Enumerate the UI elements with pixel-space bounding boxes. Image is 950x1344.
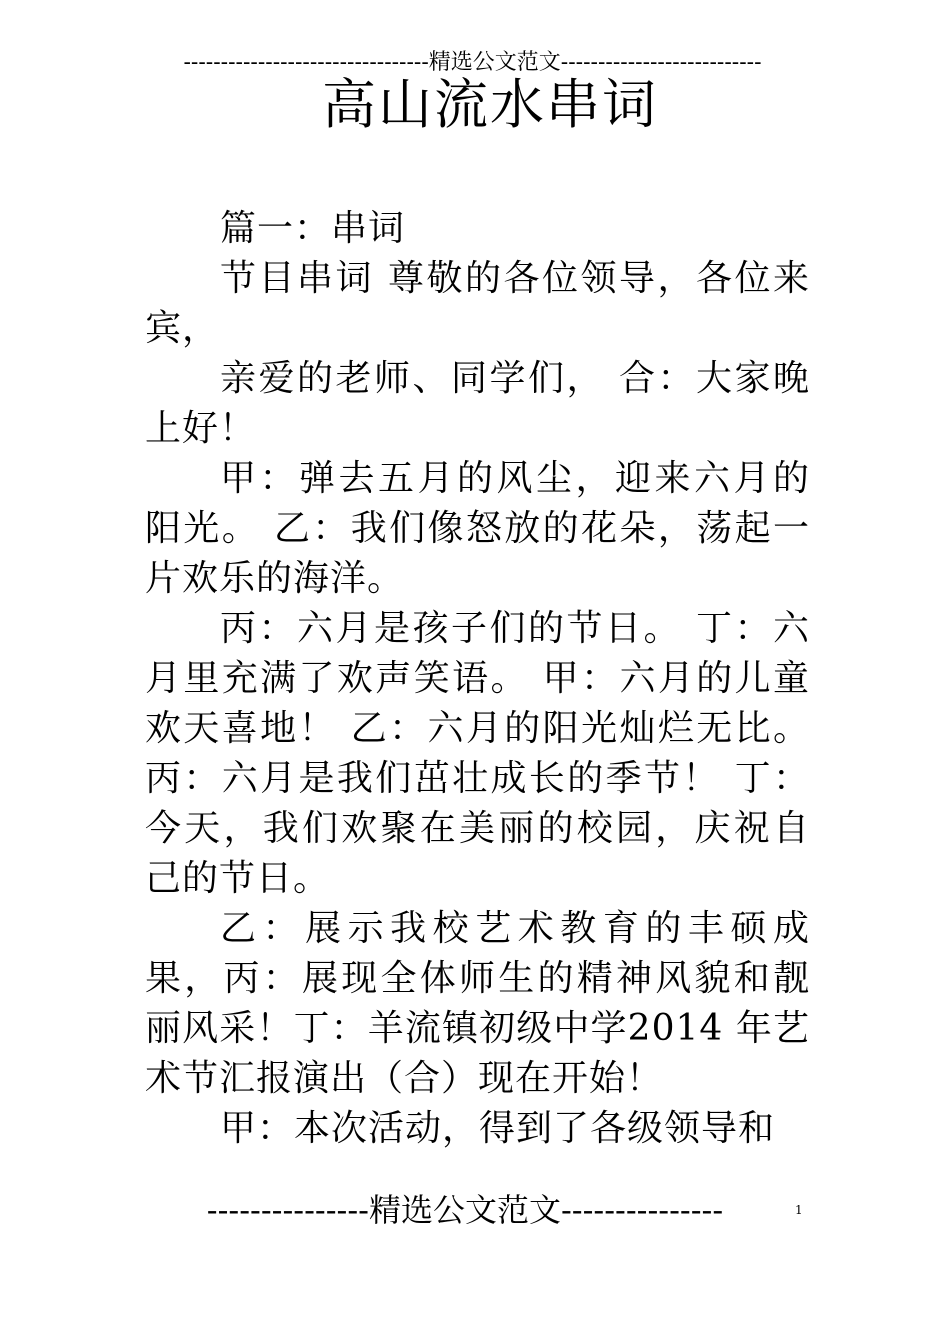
page-footer: ---------------精选公文范文--------------- xyxy=(206,1191,724,1229)
paragraph: 乙：展示我校艺术教育的丰硕成果，丙：展现全体师生的精神风貌和靓丽风采！丁：羊流镇初级中学2014 年艺术节汇报演出（合）现在开始！ xyxy=(145,908,810,1099)
page-number: 1 xyxy=(795,1203,803,1217)
paragraph: 节目串词 尊敬的各位领导，各位来宾， xyxy=(145,258,810,349)
document-title: 高山流水串词 xyxy=(322,73,658,136)
page-header: ---------------------------------精选公文范文--------------------------- xyxy=(183,50,762,75)
paragraph: 甲：本次活动，得到了各级领导和 xyxy=(220,1108,776,1149)
document-body xyxy=(145,204,810,1154)
paragraph: 篇一：串词 xyxy=(220,208,406,249)
paragraph: 丙：六月是孩子们的节日。 丁：六月里充满了欢声笑语。 甲：六月的儿童欢天喜地！ 乙：六月的阳光灿烂无比。丙：六月是我们茁壮成长的季节！ 丁：今天，我们欢聚在美丽的校园，庆祝自己的节日。 xyxy=(145,608,810,899)
paragraph: 甲：弹去五月的风尘，迎来六月的阳光。 乙：我们像怒放的花朵，荡起一片欢乐的海洋。 xyxy=(145,458,810,599)
paragraph: 亲爱的老师、同学们， 合：大家晚上好！ xyxy=(145,358,810,449)
